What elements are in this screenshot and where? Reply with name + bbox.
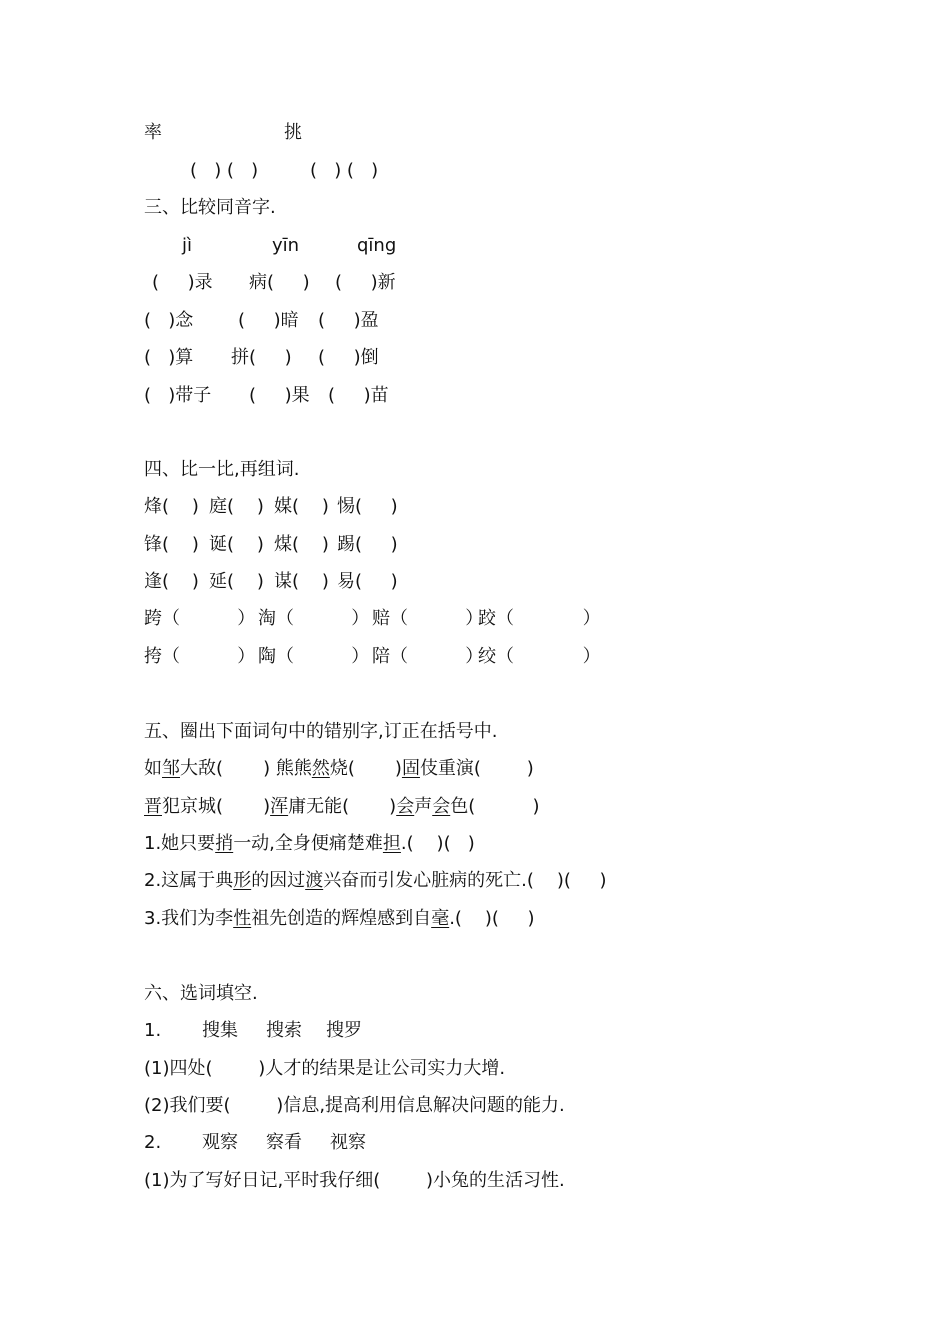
compare-item: 诞( ) xyxy=(209,534,264,555)
text: 2.这属于典 xyxy=(144,870,234,891)
pinyin-qing: qīng xyxy=(357,235,397,256)
char-tiao: 挑 xyxy=(284,122,302,143)
compare-item: 庭( ) xyxy=(209,496,264,517)
homophone-item: ( )倒 xyxy=(318,347,379,368)
text: 兴奋而引发心脏病的死亡.( )( ) xyxy=(323,870,607,891)
homophone-item: ( )带子 xyxy=(144,385,212,406)
text: 色( ) xyxy=(450,796,540,817)
text: 的因过 xyxy=(251,870,306,891)
text: 烧( ) xyxy=(329,758,402,779)
compare-item: 陶（ ） xyxy=(258,646,370,667)
fill-sentence: (1)为了写好日记,平时我仔细( )小兔的生活习性. xyxy=(144,1170,565,1191)
underlined-char: 捎 xyxy=(215,833,234,854)
word-choice: 观察 xyxy=(202,1132,238,1153)
homophone-item: 病( ) xyxy=(249,272,310,293)
text: 3.我们为李 xyxy=(144,908,234,929)
pinyin-ji: jì xyxy=(182,235,193,256)
text: .( )( ) xyxy=(400,833,475,854)
homophone-item: ( )暗 xyxy=(238,310,299,331)
text: 大敌( ) 熊熊 xyxy=(180,758,312,779)
compare-item: 煤( ) xyxy=(274,534,329,555)
answer-brackets: ( ) ( ) xyxy=(190,160,259,181)
section-4-title: 四、比一比,再组词. xyxy=(144,459,300,480)
compare-item: 烽( ) xyxy=(144,496,199,517)
underlined-char: 担 xyxy=(382,833,401,854)
text: 一动,全身便痛楚难 xyxy=(233,833,383,854)
word-choice: 搜索 xyxy=(266,1020,302,1041)
compare-item: 陪（ ） xyxy=(372,646,484,667)
compare-item: 踢( ) xyxy=(337,534,398,555)
compare-item: 跤（ ） xyxy=(478,608,601,629)
compare-item: 跨（ ） xyxy=(144,608,256,629)
homophone-item: ( )录 xyxy=(152,272,213,293)
fill-sentence: (1)四处( )人才的结果是让公司实力大增. xyxy=(144,1058,506,1079)
homophone-item: ( )念 xyxy=(144,310,194,331)
correction-sentence-2 xyxy=(144,869,607,893)
compare-item: 易( ) xyxy=(337,571,398,592)
homophone-item: ( )新 xyxy=(335,272,396,293)
correction-sentence-1 xyxy=(144,832,475,856)
homophone-item: ( )盈 xyxy=(318,310,379,331)
section-6-title: 六、选词填空. xyxy=(144,983,258,1004)
text: 祖先创造的辉煌感到自 xyxy=(251,908,432,929)
section-3-title: 三、比较同音字. xyxy=(144,197,276,218)
word-choice: 察看 xyxy=(266,1132,302,1153)
word-choice: 搜集 xyxy=(202,1020,238,1041)
underlined-char: 毫 xyxy=(431,908,450,929)
group-number: 2. xyxy=(144,1132,162,1153)
compare-item: 淘（ ） xyxy=(258,608,370,629)
text: 伎重演( ) xyxy=(419,758,534,779)
group-number: 1. xyxy=(144,1020,162,1041)
correction-line-2 xyxy=(144,795,539,819)
homophone-item: ( )算 xyxy=(144,347,194,368)
homophone-item: 拼( ) xyxy=(231,347,292,368)
correction-line-1 xyxy=(144,757,534,781)
fill-sentence: (2)我们要( )信息,提高利用信息解决问题的能力. xyxy=(144,1095,565,1116)
word-choice: 搜罗 xyxy=(326,1020,362,1041)
text: 如 xyxy=(144,758,162,779)
compare-item: 锋( ) xyxy=(144,534,199,555)
underlined-char: 晋 xyxy=(144,796,162,817)
underlined-char: 固 xyxy=(401,758,420,779)
text: .( )( ) xyxy=(449,908,535,929)
compare-item: 绞（ ） xyxy=(478,646,601,667)
compare-item: 谋( ) xyxy=(274,571,329,592)
underlined-char: 会 xyxy=(396,796,415,817)
underlined-char: 性 xyxy=(233,908,252,929)
text: 1.她只要 xyxy=(144,833,216,854)
compare-item: 惕( ) xyxy=(337,496,398,517)
underlined-char: 浑 xyxy=(270,796,289,817)
compare-item: 挎（ ） xyxy=(144,646,256,667)
section-5-title: 五、圈出下面词句中的错别字,订正在括号中. xyxy=(144,721,498,742)
word-choice: 视察 xyxy=(330,1132,366,1153)
correction-sentence-3 xyxy=(144,907,535,931)
text: 声 xyxy=(414,796,433,817)
char-shuai: 率 xyxy=(144,122,162,143)
pinyin-yin: yīn xyxy=(272,235,300,256)
underlined-char: 形 xyxy=(233,870,252,891)
homophone-item: ( )苗 xyxy=(328,385,389,406)
underlined-char: 渡 xyxy=(305,870,324,891)
compare-item: 逢( ) xyxy=(144,571,199,592)
compare-item: 延( ) xyxy=(209,571,264,592)
compare-item: 媒( ) xyxy=(274,496,329,517)
underlined-char: 会 xyxy=(432,796,451,817)
compare-item: 赔（ ） xyxy=(372,608,484,629)
underlined-char: 然 xyxy=(311,758,330,779)
text: 庸无能( ) xyxy=(288,796,397,817)
answer-brackets: ( ) ( ) xyxy=(310,160,379,181)
underlined-char: 邹 xyxy=(162,758,180,779)
homophone-item: ( )果 xyxy=(249,385,310,406)
text: 犯京城( ) xyxy=(162,796,271,817)
